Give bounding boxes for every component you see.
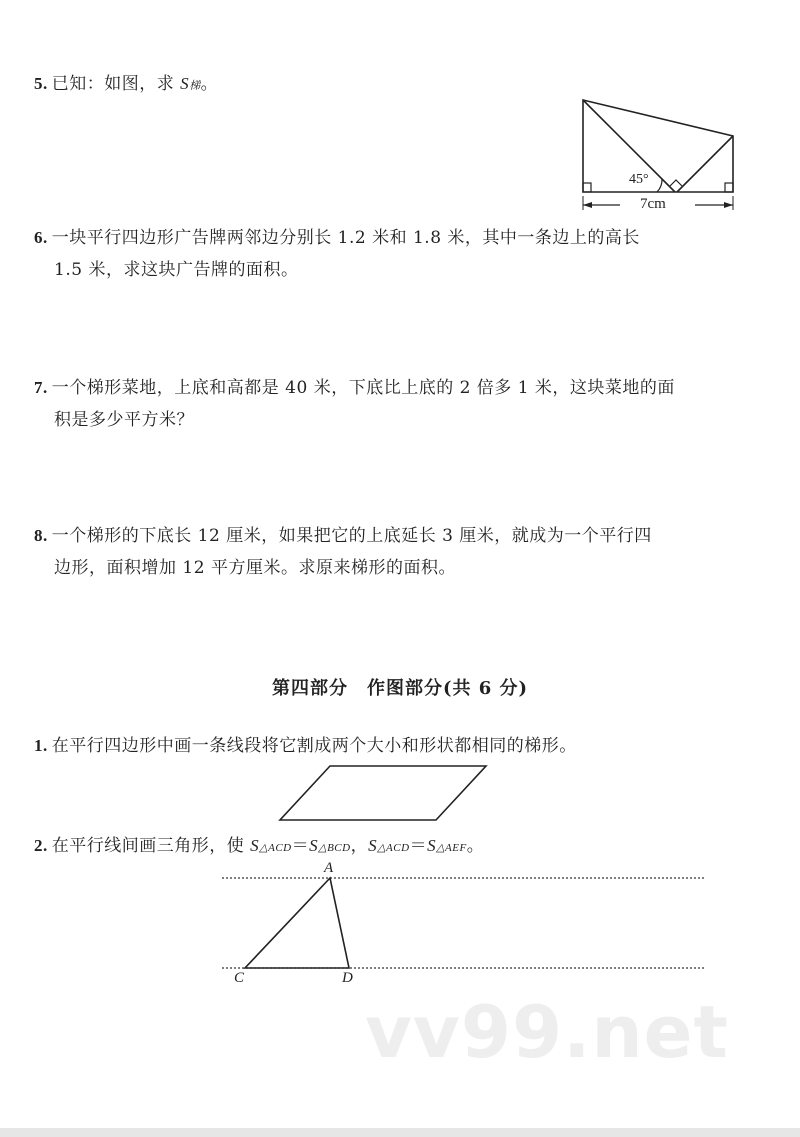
question-8: 8. 一个梯形的下底长 12 厘米，如果把它的上底延长 3 厘米，就成为一个平行四 边形，面积增加 12 平方厘米。求原来梯形的面积。 (34, 526, 652, 578)
point-c-label: C (234, 970, 245, 986)
section-heading: 第四部分 作图部分(共 6 分) (271, 678, 529, 699)
point-d-label: D (342, 970, 353, 986)
length-label: 7cm (640, 196, 666, 212)
point-a-label: A (324, 860, 334, 876)
drawing-question-2: 2. 在平行线间画三角形，使 S△ACD＝S△BCD，S△ACD＝S△AEF。 (34, 836, 485, 856)
angle-label: 45° (629, 172, 649, 187)
bottom-border (0, 1128, 800, 1137)
drawing-question-1: 1. 在平行四边形中画一条线段将它割成两个大小和形状都相同的梯形。 (34, 736, 577, 756)
watermark: vv99.net (365, 990, 729, 1074)
question-5: 5. 已知：如图，求 S梯。 (34, 74, 219, 94)
question-7: 7. 一个梯形菜地，上底和高都是 40 米，下底比上底的 2 倍多 1 米，这块菜地的面 积是多少平方米？ (34, 378, 675, 430)
question-6: 6. 一块平行四边形广告牌两邻边分别长 1.2 米和 1.8 米，其中一条边上的高长 1.5 米，求这块广告牌的面积。 (34, 228, 640, 280)
